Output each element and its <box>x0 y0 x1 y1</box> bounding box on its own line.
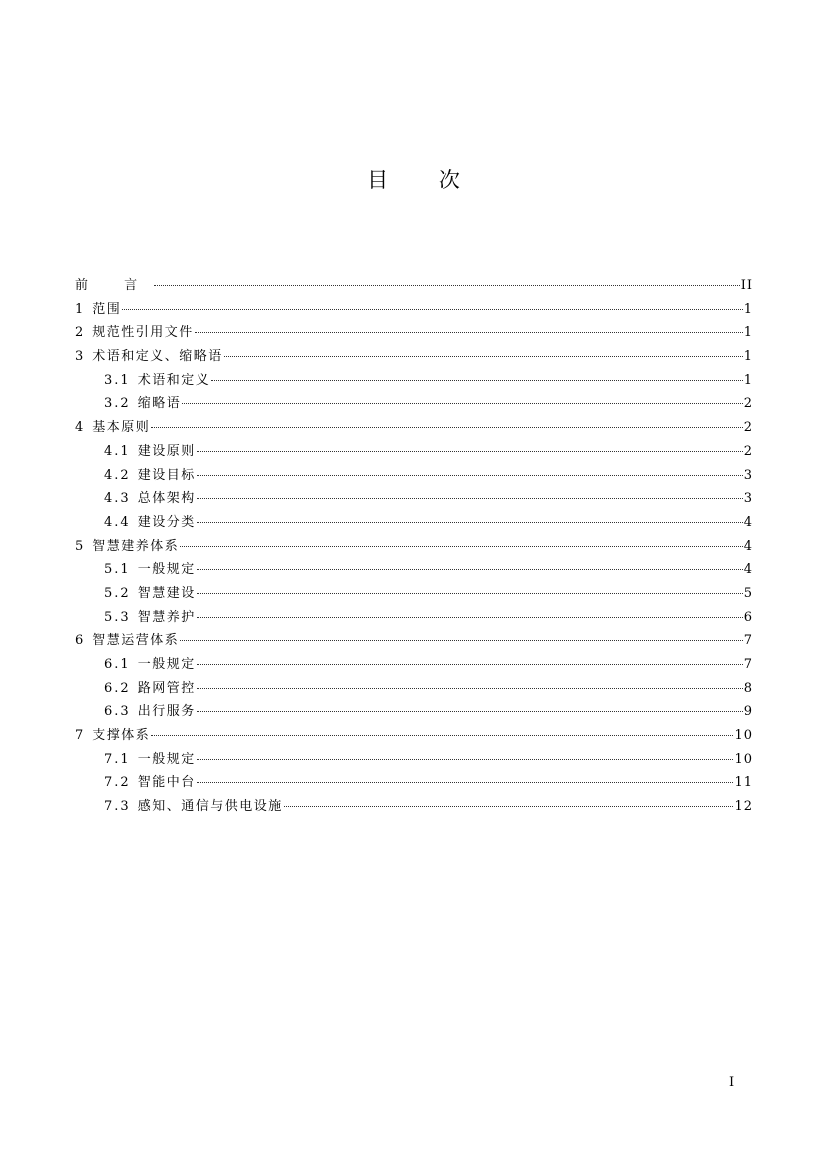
toc-entry-title: 智慧建设 <box>137 585 196 601</box>
toc-entry-title: 范围 <box>92 301 122 317</box>
toc-entry-title: 一般规定 <box>137 751 196 767</box>
toc-entry-page: 4 <box>743 562 753 578</box>
table-of-contents <box>75 277 753 822</box>
toc-entry[interactable] <box>75 443 753 467</box>
toc-leader-dots <box>180 546 742 547</box>
toc-leader-dots <box>182 403 743 404</box>
toc-entry-page: 5 <box>743 585 753 601</box>
toc-leader-dots <box>154 285 740 286</box>
toc-entry[interactable] <box>75 419 753 443</box>
toc-entry-page: 11 <box>734 775 753 791</box>
toc-entry[interactable] <box>75 609 753 633</box>
toc-entry-number: 6.3 <box>104 704 131 720</box>
toc-entry[interactable] <box>75 774 753 798</box>
toc-entry-title: 智慧建养体系 <box>92 538 180 554</box>
toc-entry-number: 3.1 <box>104 372 131 388</box>
toc-leader-dots <box>197 711 743 712</box>
toc-entry[interactable] <box>75 538 753 562</box>
page-title: 目 次 <box>367 168 482 192</box>
toc-entry-title: 术语和定义、缩略语 <box>92 349 223 365</box>
toc-entry-page: 4 <box>743 538 753 554</box>
toc-leader-dots <box>224 356 743 357</box>
toc-entry-number: 4.2 <box>104 467 131 483</box>
toc-entry-number: 5.3 <box>104 609 131 625</box>
toc-entry-number: 4.3 <box>104 491 131 507</box>
toc-entry-title: 路网管控 <box>137 680 196 696</box>
toc-entry-number: 2 <box>75 325 86 341</box>
toc-entry-page: 10 <box>734 751 753 767</box>
toc-entry-page: 9 <box>743 704 753 720</box>
toc-entry-page: 1 <box>743 349 753 365</box>
toc-leader-dots <box>197 664 743 665</box>
toc-leader-dots <box>195 332 743 333</box>
toc-leader-dots <box>197 782 734 783</box>
toc-entry-title: 一般规定 <box>137 562 196 578</box>
toc-entry-number: 7.2 <box>104 775 131 791</box>
toc-entry-number: 5.2 <box>104 585 131 601</box>
toc-entry-number: 4.4 <box>104 514 131 530</box>
toc-entry-number: 6.1 <box>104 657 131 672</box>
toc-entry-title: 建设目标 <box>137 467 196 483</box>
toc-entry-title: 一般规定 <box>137 657 196 672</box>
toc-entry-title: 建设原则 <box>137 443 196 459</box>
toc-entry-title: 智慧运营体系 <box>92 633 180 649</box>
toc-entry-page: 2 <box>743 420 753 436</box>
toc-entry-title: 支撑体系 <box>92 728 151 744</box>
toc-entry[interactable] <box>75 467 753 491</box>
toc-entry-page: 12 <box>734 799 753 815</box>
toc-entry-page: 3 <box>743 491 753 507</box>
toc-leader-dots <box>151 735 733 736</box>
toc-entry-title: 总体架构 <box>137 491 196 507</box>
toc-entry[interactable] <box>75 490 753 514</box>
toc-leader-dots <box>284 806 734 807</box>
toc-entry-page: 7 <box>743 633 753 649</box>
toc-entry[interactable] <box>75 656 753 680</box>
toc-entry-number: 5 <box>75 538 86 554</box>
toc-entry-page: 1 <box>743 325 753 341</box>
toc-entry[interactable] <box>75 395 753 419</box>
toc-entry[interactable] <box>75 348 753 372</box>
toc-entry-page: 7 <box>743 657 753 672</box>
toc-leader-dots <box>197 593 743 594</box>
toc-entry[interactable] <box>75 727 753 751</box>
toc-entry-title: 出行服务 <box>137 704 196 720</box>
toc-entry-number: 1 <box>75 301 86 317</box>
toc-entry[interactable] <box>75 751 753 775</box>
toc-entry[interactable] <box>75 798 753 822</box>
toc-leader-dots <box>180 640 742 641</box>
page-number: I <box>729 1075 735 1090</box>
toc-leader-dots <box>197 475 743 476</box>
toc-entry-page: 2 <box>743 396 753 412</box>
toc-entry-page: 6 <box>743 609 753 625</box>
toc-entry-page: 1 <box>743 372 753 388</box>
toc-entry-page: 4 <box>743 514 753 530</box>
toc-entry-title: 感知、通信与供电设施 <box>137 799 283 815</box>
toc-entry-page: 10 <box>734 728 753 744</box>
toc-entry-title: 建设分类 <box>137 514 196 530</box>
toc-entry-title: 智能中台 <box>137 775 196 791</box>
toc-entry[interactable] <box>75 277 753 301</box>
toc-entry-title: 前 言 <box>75 278 154 293</box>
toc-entry-page: 1 <box>743 301 753 317</box>
toc-entry-number: 7.3 <box>104 799 131 815</box>
toc-entry-number: 7 <box>75 728 86 744</box>
toc-entry-number: 7.1 <box>104 751 131 767</box>
toc-entry-title: 智慧养护 <box>137 609 196 625</box>
toc-entry[interactable] <box>75 632 753 656</box>
toc-entry-title: 术语和定义 <box>137 372 211 388</box>
toc-entry-number: 3.2 <box>104 396 131 412</box>
toc-entry[interactable] <box>75 561 753 585</box>
toc-entry-page: 8 <box>743 680 753 696</box>
toc-leader-dots <box>197 569 743 570</box>
toc-entry-title: 规范性引用文件 <box>92 325 194 341</box>
toc-leader-dots <box>197 498 743 499</box>
toc-entry-number: 6.2 <box>104 680 131 696</box>
toc-entry[interactable] <box>75 514 753 538</box>
toc-entry[interactable] <box>75 703 753 727</box>
toc-entry-page: 2 <box>743 443 753 459</box>
toc-entry-number: 4 <box>75 420 86 436</box>
toc-entry-number: 6 <box>75 633 86 649</box>
toc-entry[interactable] <box>75 585 753 609</box>
toc-leader-dots <box>122 309 742 310</box>
toc-entry-number: 4.1 <box>104 443 131 459</box>
toc-entry[interactable] <box>75 680 753 704</box>
toc-entry[interactable] <box>75 372 753 396</box>
toc-entry-title: 缩略语 <box>137 396 182 412</box>
toc-entry-number: 5.1 <box>104 562 131 578</box>
toc-entry-page: II <box>740 278 753 293</box>
toc-entry-title: 基本原则 <box>92 420 151 436</box>
toc-leader-dots <box>197 688 743 689</box>
toc-leader-dots <box>211 380 743 381</box>
toc-leader-dots <box>197 617 743 618</box>
toc-entry[interactable] <box>75 301 753 325</box>
toc-entry-number: 3 <box>75 349 86 365</box>
toc-leader-dots <box>197 759 734 760</box>
toc-entry[interactable] <box>75 324 753 348</box>
toc-leader-dots <box>151 427 742 428</box>
toc-entry-page: 3 <box>743 467 753 483</box>
toc-leader-dots <box>197 522 743 523</box>
toc-leader-dots <box>197 451 743 452</box>
